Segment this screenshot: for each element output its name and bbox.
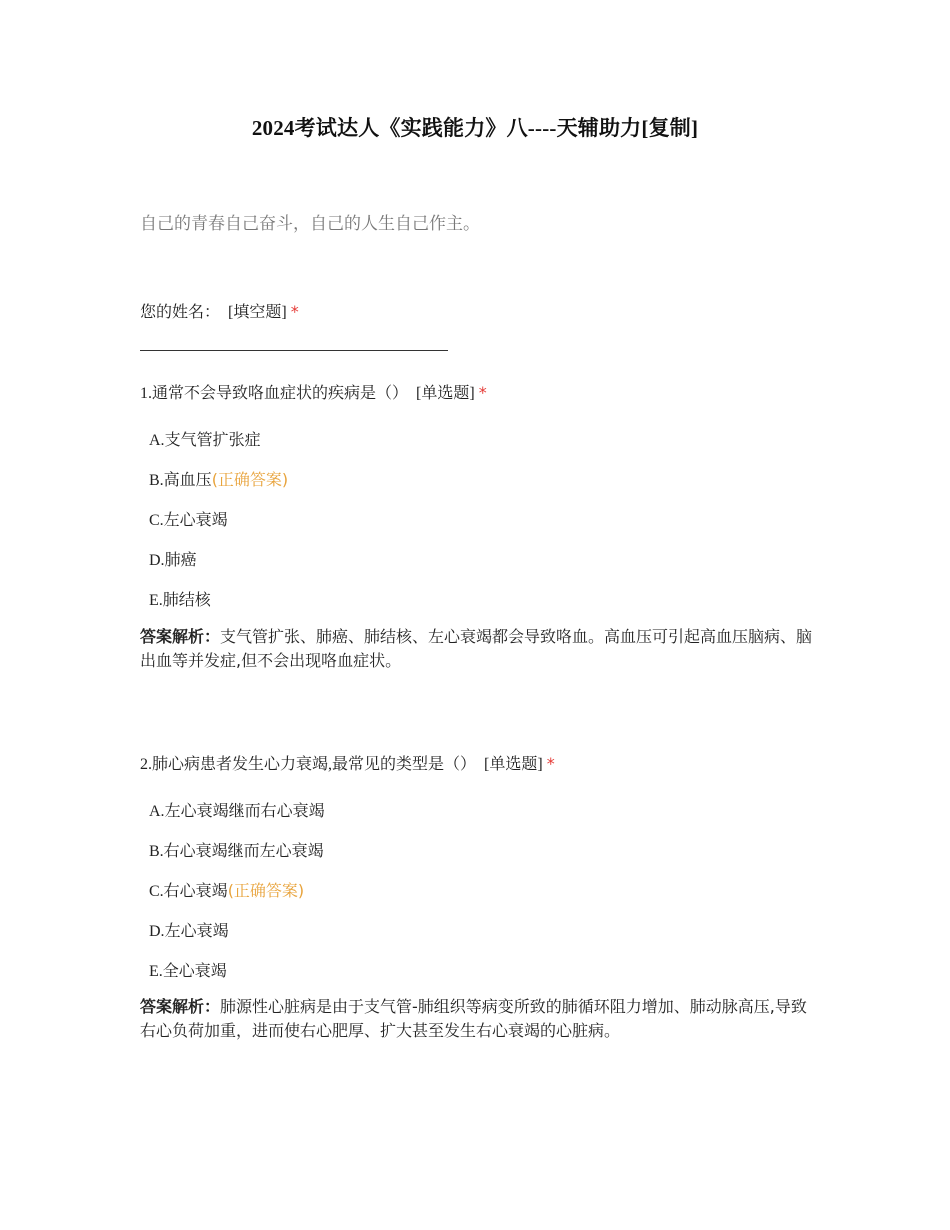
question-1-option-d[interactable]: D.肺癌 bbox=[149, 550, 197, 569]
question-1-type: [单选题] bbox=[416, 385, 475, 402]
name-field-type: [填空题] bbox=[228, 304, 287, 321]
required-mark: * bbox=[290, 302, 299, 321]
page-title: 2024考试达人《实践能力》八----天辅助力[复制] bbox=[251, 116, 699, 140]
correct-answer-tag: (正确答案) bbox=[227, 881, 305, 900]
question-2-option-b[interactable]: B.右心衰竭继而左心衰竭 bbox=[149, 841, 324, 860]
name-field-label bbox=[140, 299, 299, 322]
analysis-label: 答案解析： bbox=[140, 997, 221, 1016]
correct-answer-tag: (正确答案) bbox=[211, 470, 289, 489]
question-2-text: 2.肺心病患者发生心力衰竭,最常见的类型是（） bbox=[140, 756, 477, 773]
question-1-text: 1.通常不会导致咯血症状的疾病是（） bbox=[140, 385, 409, 402]
page-subtitle: 自己的青春自己奋斗，自己的人生自己作主。 bbox=[140, 214, 480, 234]
question-1-prompt bbox=[140, 380, 487, 403]
analysis-text: 肺源性心脏病是由于支气管-肺组织等病变所致的肺循环阻力增加、肺动脉高压,导致右心负荷加重，进而使右心肥厚、扩大甚至发生右心衰竭的心脏病。 bbox=[140, 997, 807, 1040]
analysis-text: 支气管扩张、肺癌、肺结核、左心衰竭都会导致咯血。高血压可引起高血压脑病、脑出血等并发症,但不会出现咯血症状。 bbox=[140, 627, 813, 670]
question-2-prompt bbox=[140, 751, 555, 774]
question-2-analysis bbox=[140, 995, 810, 1043]
question-1-option-e[interactable]: E.肺结核 bbox=[149, 590, 211, 609]
question-1-analysis bbox=[140, 625, 820, 673]
question-2-option-c[interactable]: C.右心衰竭(正确答案) bbox=[149, 881, 305, 900]
question-1-option-c[interactable]: C.左心衰竭 bbox=[149, 510, 228, 529]
analysis-label: 答案解析： bbox=[140, 627, 221, 646]
name-field-text: 您的姓名： bbox=[140, 302, 221, 321]
question-2-type: [单选题] bbox=[484, 756, 543, 773]
question-2-required-mark: * bbox=[546, 754, 555, 773]
question-1-required-mark: * bbox=[478, 383, 487, 402]
name-input-line[interactable] bbox=[140, 350, 448, 351]
question-1-option-b[interactable]: B.高血压(正确答案) bbox=[149, 470, 289, 489]
question-1-option-a[interactable]: A.支气管扩张症 bbox=[149, 430, 261, 449]
question-2-option-d[interactable]: D.左心衰竭 bbox=[149, 921, 229, 940]
question-2-option-e[interactable]: E.全心衰竭 bbox=[149, 961, 227, 980]
question-2-option-a[interactable]: A.左心衰竭继而右心衰竭 bbox=[149, 801, 325, 820]
